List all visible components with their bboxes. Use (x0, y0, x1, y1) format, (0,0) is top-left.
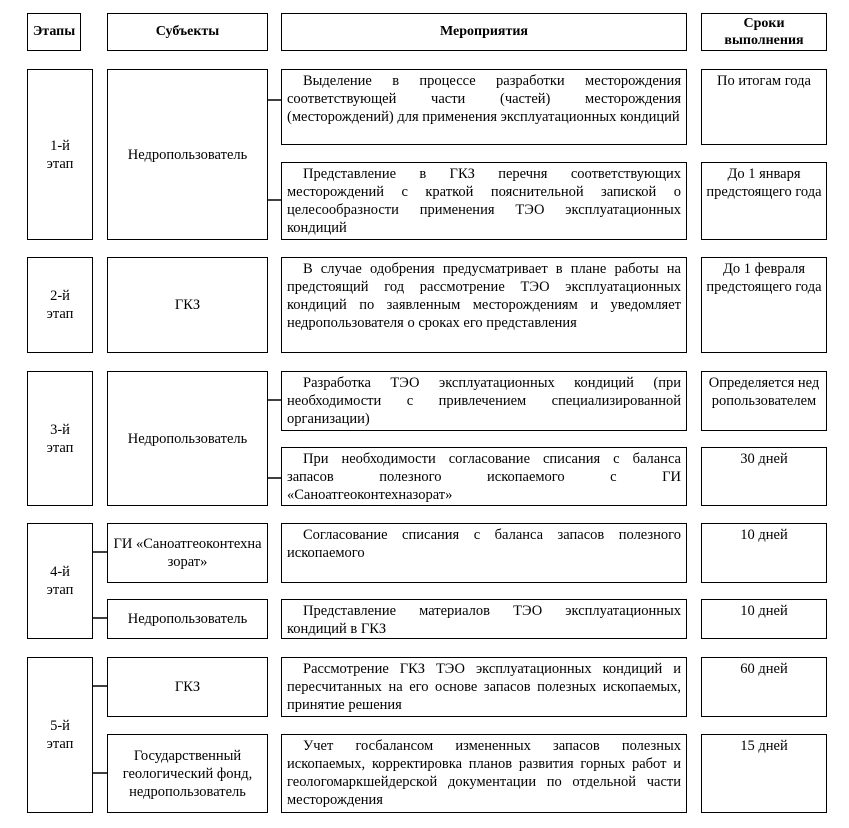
stage-4-measure-2: Представление материалов ТЭО эксплуатационных кондиций в ГКЗ (281, 599, 687, 639)
header-stages: Этапы (27, 13, 81, 51)
stage-1-label: 1-й этап (27, 69, 93, 240)
header-measures: Мероприятия (281, 13, 687, 51)
header-terms: Сроки выполнения (701, 13, 827, 51)
stage-5-term-1: 60 дней (701, 657, 827, 717)
stage-4-subject-2: Недропользователь (107, 599, 268, 639)
stage-3-term-2: 30 дней (701, 447, 827, 506)
stage-1-subject-1: Недропользователь (107, 69, 268, 240)
stage-1-term-1: По итогам года (701, 69, 827, 145)
stage-3-measure-1: Разработка ТЭО эксплуатационных кондиций (при необходимости с привлечением специализированной организации) (281, 371, 687, 431)
stage-4-term-1: 10 дней (701, 523, 827, 583)
stage-2-term-1: До 1 февраля предстоящего года (701, 257, 827, 353)
header-subjects: Субъекты (107, 13, 268, 51)
stage-4-term-2: 10 дней (701, 599, 827, 639)
stage-3-term-1: Определяется недропользователем (701, 371, 827, 431)
stage-5-label: 5-й этап (27, 657, 93, 813)
stage-4-subject-1: ГИ «Саноатгеоконтехназорат» (107, 523, 268, 583)
stage-1-measure-1: Выделение в процессе разработки месторождения соответствующей части (частей) месторождения (месторождений) для применения эксплуатационных кондиций (281, 69, 687, 145)
stage-4-label: 4-й этап (27, 523, 93, 639)
stage-4-measure-1: Согласование списания с баланса запасов полезного ископаемого (281, 523, 687, 583)
stage-5-measure-1: Рассмотрение ГКЗ ТЭО эксплуатационных кондиций и пересчитанных на его основе запасов полезных ископаемых, принятие решения (281, 657, 687, 717)
stage-2-subject-1: ГКЗ (107, 257, 268, 353)
stage-5-term-2: 15 дней (701, 734, 827, 813)
stage-5-subject-1: ГКЗ (107, 657, 268, 717)
stage-3-subject-1: Недропользователь (107, 371, 268, 506)
stage-2-measure-1: В случае одобрения предусматривает в плане работы на предстоящий год рассмотрение ТЭО эксплуатационных кондиций по заявленным месторождениям и уведомляет недропользователя о сроках его представления (281, 257, 687, 353)
stage-1-term-2: До 1 января предстоящего года (701, 162, 827, 240)
stage-2-label: 2-й этап (27, 257, 93, 353)
stage-3-measure-2: При необходимости согласование списания с баланса запасов полезного ископаемого с ГИ «Саноатгеоконтехназорат» (281, 447, 687, 506)
stage-3-label: 3-й этап (27, 371, 93, 506)
stage-1-measure-2: Представление в ГКЗ перечня соответствующих месторождений с краткой пояснительной запиской о целесообразности применения ТЭО эксплуатационных кондиций (281, 162, 687, 240)
stage-5-subject-2: Государственный геологический фонд, недропользователь (107, 734, 268, 813)
stage-5-measure-2: Учет госбалансом измененных запасов полезных ископаемых, корректировка планов развития горных работ и геологомаркшейдерской документации по отдельной части месторождения (281, 734, 687, 813)
